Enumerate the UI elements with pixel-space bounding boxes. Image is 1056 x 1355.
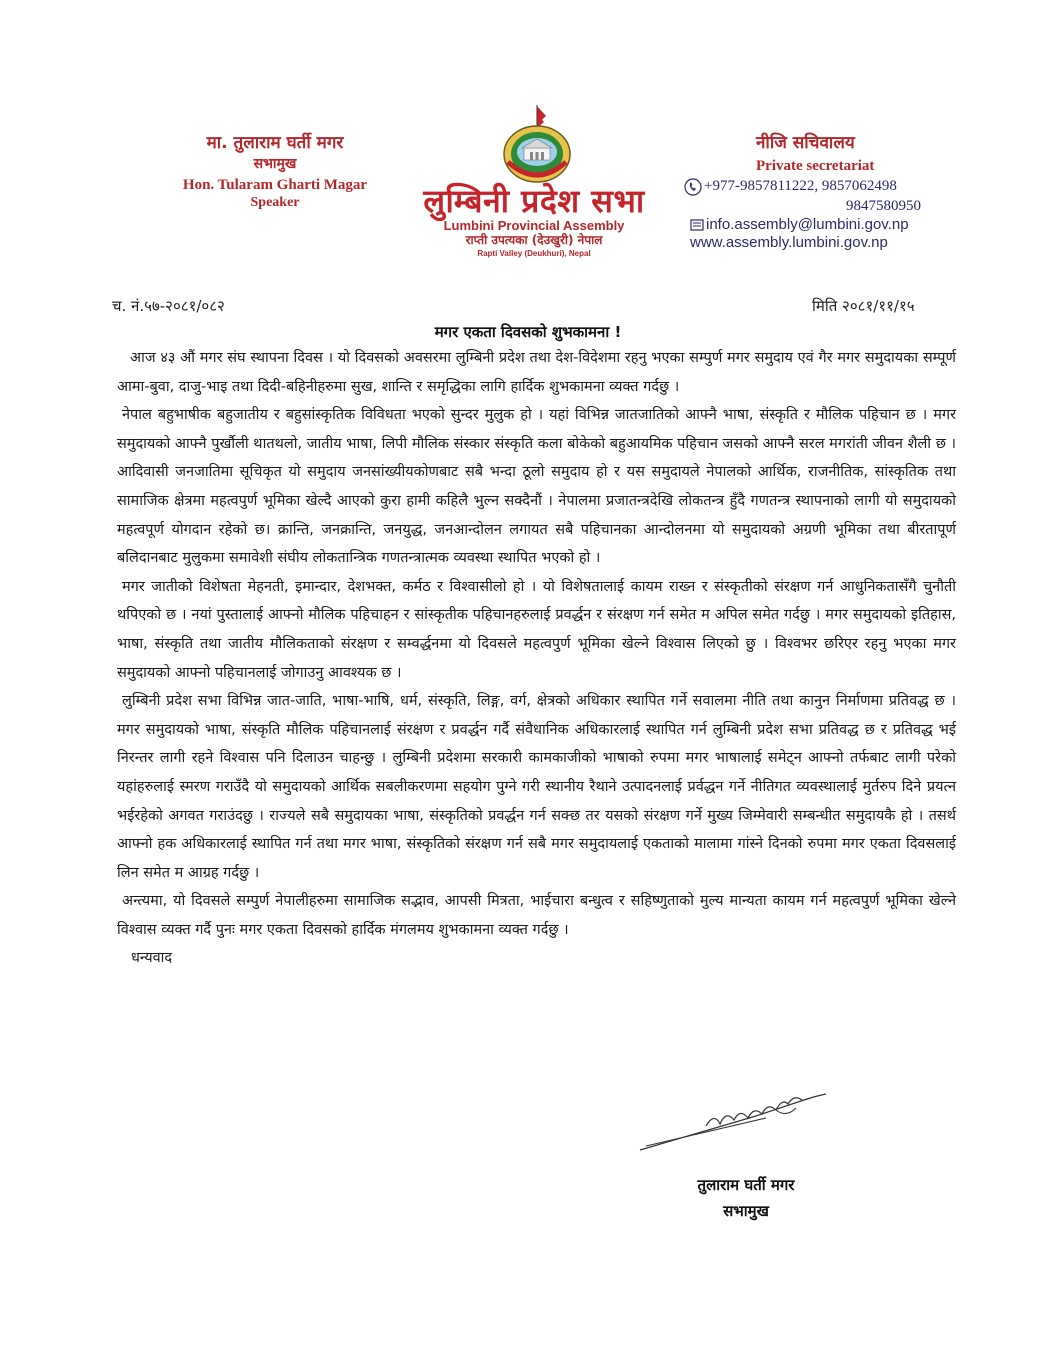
- paragraph-3: मगर जातीको विशेषता मेहनती, इमान्दार, देशभक्त, कर्मठ र विश्वासीलो हो । यो विशेषतालाई कायम राख्न र संस्कृतीको संरक्षण गर्न आधुनिकतासँगै चुनौती थपिएको छ । नयां पुस्तालाई आफ्नो मौलिक पहिचाहन र सांस्कृतीक पहिचानहरुलाई प्रवर्द्धन र संरक्षण गर्न समेत म अपिल समेत गर्दछु । मगर समुदायको इतिहास, भाषा, संस्कृति तथा जातीय मौलिकताको संरक्षण र सम्वर्द्धनमा यो दिवसले महत्वपुर्ण भूमिका खेल्ने विश्वास लिएको छु । विश्वभर छरिएर रहनु भएका मगर समुदायको आफ्नो पहिचानलाई जोगाउनु आवश्यक छ ।: [117, 578, 956, 681]
- assembly-place-en: Rapti Valley (Deukhuri), Nepal: [477, 249, 591, 258]
- website[interactable]: www.assembly.lumbini.gov.np: [690, 234, 888, 251]
- letterhead-left: [150, 132, 400, 212]
- letterhead-right: [684, 132, 934, 252]
- secretariat-en: Private secretariat: [756, 158, 875, 174]
- letterhead-center: [404, 182, 664, 259]
- signer-title: सभामुख: [723, 1202, 769, 1220]
- phone-numbers: +977-9857811222, 9857062498: [704, 178, 897, 194]
- speaker-name-np: मा. तुलाराम घर्ती मगर: [206, 133, 344, 153]
- signature-block: [676, 1172, 816, 1224]
- paragraph-4: लुम्बिनी प्रदेश सभा विभिन्न जात-जाति, भाषा-भाषि, धर्म, संस्कृति, लिङ्ग, वर्ग, क्षेत्रको अधिकार स्थापित गर्ने सवालमा नीति तथा कानुन निर्माणमा प्रतिवद्ध छ । मगर समुदायको भाषा, संस्कृति मौलिक पहिचानलाई संरक्षण र प्रवर्द्धन गर्दै संवैधानिक अधिकारलाई स्थापित गर्न लुम्बिनी प्रदेश सभा प्रतिवद्ध छ र प्रतिवद्ध भई निरन्तर लागी रहने विश्वास पनि दिलाउन चाहन्छु । लुम्बिनी प्रदेशमा सरकारी कामकाजीको भाषाको रुपमा मगर भाषालाई समेट्न आफ्नो तर्फबाट लागी परेको यहांहरुलाई स्मरण गराउँदै यो समुदायको आर्थिक सबलीकरणमा सहयोग पुग्ने गरी स्थानीय रैथाने उत्पादनलाई प्रर्वद्धन गर्ने नीतिगत व्यवस्थालाई मुर्तरुप दिने प्रयत्न भईरहेको अगवत गराउंदछु । राज्यले सबै समुदायका भाषा, संस्कृतिको प्रवर्द्धन गर्न सक्छ तर यसको संरक्षण गर्ने मुख्य जिम्मेवारी सम्बन्धीत समुदायकै हो । तसर्थ आफ्नो हक अधिकारलाई स्थापित गर्न तथा मगर भाषा, संस्कृतिको संरक्षण गर्न सबै मगर समुदायलाई एकताको मालामा गांस्ने दिनको रुपमा मगर एकता दिवसलाई लिन समेत म आग्रह गर्दछु ।: [117, 693, 956, 881]
- secretariat-np: नीजि सचिवालय: [756, 133, 855, 153]
- letter-body: [117, 344, 956, 973]
- assembly-place-np: राप्ती उपत्यका (देउखुरी) नेपाल: [465, 233, 603, 247]
- paragraph-5: अन्त्यमा, यो दिवसले सम्पुर्ण नेपालीहरुमा सामाजिक सद्भाव, आपसी मित्रता, भाईचारा बन्धुत्व र सहिष्णुताको मुल्य मान्यता कायम गर्न महत्वपुर्ण भूमिका खेल्ने विश्वास व्यक्त गर्दै पुनः मगर एकता दिवसको हार्दिक मंगलमय शुभकामना व्यक्त गर्दछु ।: [117, 893, 956, 938]
- email-line: [690, 216, 934, 234]
- closing-thanks: धन्यवाद: [131, 950, 173, 967]
- email-address[interactable]: info.assembly@lumbini.gov.np: [706, 216, 909, 233]
- email-icon: [690, 219, 704, 231]
- lumbini-emblem-icon: [494, 102, 580, 188]
- letter-date: मिति २०८१/११/१५: [812, 297, 915, 315]
- signer-name: तुलाराम घर्ती मगर: [697, 1176, 795, 1194]
- paragraph-2: नेपाल बहुभाषीक बहुजातीय र बहुसांस्कृतिक विविधता भएको सुन्दर मुलुक हो । यहां विभिन्न जातजातिको आफ्नै भाषा, संस्कृति र मौलिक पहिचान छ । मगर समुदायको आफ्नै पुर्खौली थातथलो, जातीय भाषा, लिपी मौलिक संस्कार संस्कृति कला बोकेको बहुआयमिक पहिचान जसको आफ्नै सरल मगरांती जीवन शैली छ । आदिवासी जनजातिमा सूचिकृत यो समुदाय जनसांख्यीयकोणबाट सबै भन्दा ठूलो समुदाय हो र यस समुदायले नेपालको आर्थिक, राजनीतिक, सांस्कृतिक तथा सामाजिक क्षेत्रमा महत्वपुर्ण भूमिका खेल्दै आएको कुरा हामी कहिलै भुल्न सक्दैनौं । नेपालमा प्रजातन्त्रदेखि लोकतन्त्र हुँदै गणतन्त्र स्थापनाको लागी यो समुदायको महत्वपूर्ण योगदान रहेको छ। क्रान्ति, जनक्रान्ति, जनयुद्ध, जनआन्दोलन लगायत सबै पहिचानका आन्दोलनमा यो समुदायको अग्रणी भूमिका तथा बीरतापूर्ण बलिदानबाट मुलुकमा समावेशी संघीय लोकतान्त्रिक गणतन्त्रात्मक व्यवस्था स्थापित भएको हो ।: [117, 407, 956, 567]
- assembly-name-en: Lumbini Provincial Assembly: [443, 218, 625, 233]
- reference-number: च. नं.५७-२०८१/०८२: [112, 297, 225, 315]
- speaker-title-np: सभामुख: [253, 156, 297, 172]
- speaker-title-en: Speaker: [250, 195, 300, 210]
- phone-line: [684, 176, 934, 196]
- paragraph-1: आज ४३ औं मगर संघ स्थापना दिवस । यो दिवसको अवसरमा लुम्बिनी प्रदेश तथा देश-विदेशमा रहनु भएका सम्पुर्ण मगर समुदाय एवं गैर मगर समुदायका सम्पूर्ण आमा-बुवा, दाजु-भाइ तथा दिदी-बहिनीहरुमा सुख, शान्ति र समृद्धिका लागि हार्दिक शुभकामना व्यक्त गर्दछु ।: [117, 350, 956, 395]
- speaker-name-en: Hon. Tularam Gharti Magar: [182, 177, 368, 193]
- letter-subject: मगर एकता दिवसको शुभकामना !: [434, 323, 622, 341]
- phone-number-2: 9847580950: [846, 198, 921, 214]
- assembly-name-np: लुम्बिनी प्रदेश सभा: [423, 182, 645, 220]
- signature-image: [636, 1088, 836, 1158]
- phone-icon: [684, 178, 702, 196]
